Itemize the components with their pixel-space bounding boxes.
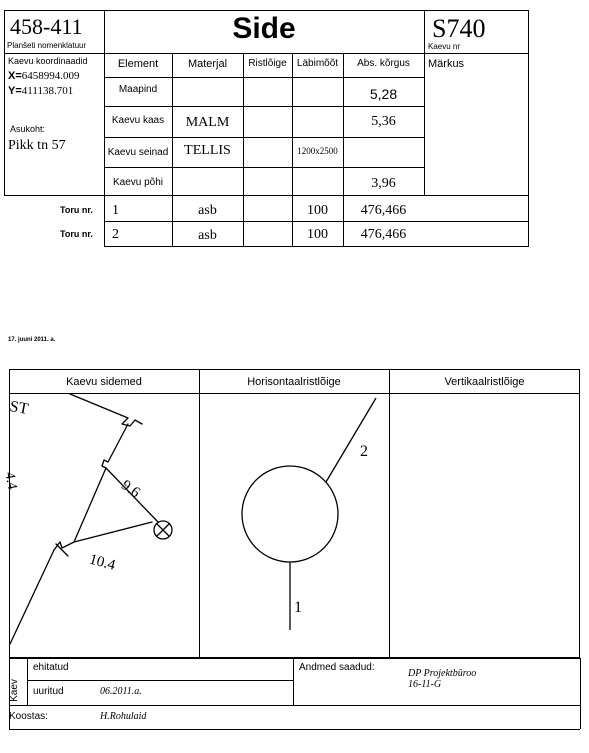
x-coordinate: [8, 70, 80, 82]
y-label: Y=: [8, 85, 22, 97]
surveyed-date: 06.2011.a.: [100, 686, 142, 697]
sketch-header-vertical: Vertikaalristlõige: [444, 376, 525, 388]
y-value: 411138.701: [21, 85, 74, 97]
data-source-label: Andmed saadud:: [299, 662, 375, 673]
row-height: 3,96: [371, 176, 396, 191]
pipe-diameter: 100: [307, 203, 328, 218]
well-side-label: Kaev: [8, 679, 20, 702]
horizontal-section-sketch: [200, 394, 388, 657]
sketch-mark: 9.6: [118, 477, 143, 502]
pipe-material: asb: [198, 203, 217, 218]
row-element: Kaevu põhi: [112, 177, 164, 188]
page-title: Side: [232, 12, 296, 45]
row-diameter: 1200x2500: [297, 146, 338, 156]
coords-label: Kaevu koordinaadid: [8, 56, 88, 66]
sketch-mark: 2: [360, 443, 368, 460]
built-label: ehitatud: [33, 662, 69, 673]
col-header-element: Element: [117, 58, 159, 70]
row-material: MALM: [185, 115, 230, 130]
well-number-label: Kaevu nr: [428, 42, 461, 51]
row-element: Kaevu kaas: [111, 115, 165, 126]
row-element: Kaevu seinad: [107, 147, 169, 158]
pipe-height: 476,466: [360, 203, 407, 218]
info-table-frame: [4, 53, 529, 196]
document-date: 17. juuni 2011. a.: [8, 337, 56, 343]
map-sheet-number: 458-411: [10, 14, 83, 39]
well-circle: [242, 466, 338, 562]
map-sheet-label: Planšeti nomenklatuur: [7, 41, 87, 50]
sketch-header-horizontal: Horisontaalristlõige: [247, 376, 341, 388]
col-header-cross-section: Ristlõige: [248, 58, 287, 69]
row-height: 5,36: [371, 114, 396, 129]
pipe-label: Toru nr.: [60, 205, 93, 215]
x-label: X=: [8, 70, 22, 82]
sketch-mark: ST: [8, 398, 30, 419]
pipe-number: 2: [112, 227, 119, 242]
pipe-material: asb: [198, 228, 217, 243]
location-label: Asukoht:: [10, 124, 46, 134]
remarks-label: Märkus: [428, 58, 465, 70]
location-value: Pikk tn 57: [8, 138, 66, 153]
compiled-label: Koostas:: [9, 711, 48, 722]
connections-sketch: [1, 394, 198, 657]
pipe-number: 1: [112, 203, 119, 218]
col-header-material: Materjal: [187, 58, 228, 70]
x-value: 6458994.009: [21, 70, 80, 82]
data-source-value: DP Projektbüroo: [408, 668, 477, 679]
col-header-abs-height: Abs. kõrgus: [357, 58, 410, 69]
pipe-label: Toru nr.: [60, 229, 93, 239]
row-element: Maapind: [118, 84, 158, 95]
sketch-header-connections: Kaevu sidemed: [66, 376, 142, 388]
row-material: TELLIS: [184, 143, 231, 158]
y-coordinate: [8, 85, 73, 97]
manhole-symbol: [154, 521, 172, 539]
sketch-mark: 4.4: [1, 470, 20, 491]
well-number: S740: [432, 14, 486, 43]
row-height: 5,28: [369, 86, 398, 102]
sketch-mark: 10.4: [87, 551, 117, 574]
pipe-height: 476,466: [360, 227, 407, 242]
pipe-diameter: 100: [307, 227, 328, 242]
compiled-by: H.Rohulaid: [100, 711, 147, 722]
col-header-diameter: Läbimõõt: [296, 58, 339, 69]
data-source-code: 16-11-G: [408, 679, 442, 690]
sketch-mark: 1: [294, 599, 302, 616]
surveyed-label: uuritud: [33, 686, 64, 697]
